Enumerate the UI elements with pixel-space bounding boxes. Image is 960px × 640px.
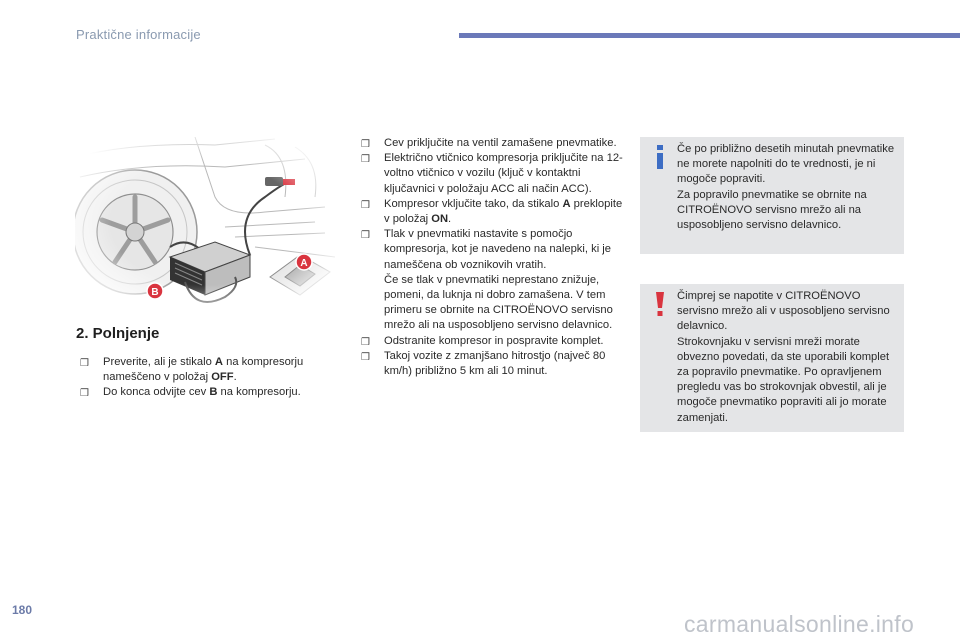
list-item: ❒ Kompresor vključite tako, da stikalo A preklopite v položaj ON. [361,197,623,226]
warning-exclamation-icon [654,292,666,316]
callout-a-label: A [300,258,308,269]
watermark: carmanualsonline.info [684,611,915,637]
info-box [640,137,904,254]
section-heading: 2. Polnjenje [76,325,160,342]
header-bar [459,33,960,38]
list-item: ❒ Preverite, ali je stikalo A na kompresorju nameščeno v položaj OFF. [80,356,304,384]
checkbox-bullet-icon: ❒ [361,230,370,242]
info-icon [654,145,666,169]
list-item: ❒ Odstranite kompresor in pospravite komplet. [361,334,623,349]
list-item: ❒ Do konca odvijte cev B na kompresorju. [80,385,330,400]
checkbox-bullet-icon: ❒ [80,388,89,400]
checkbox-bullet-icon: ❒ [80,358,89,369]
info-text: Če po približno desetih minutah pnevmatike ne morete napolniti do te vrednosti, je ni mogoče popraviti. Za popravilo pnevmatike se obrnite na CITROËNOVO servisno mrežo ali na usposobljeno servisno delavnico. [677,143,895,232]
middle-instructions [361,136,623,379]
compressor-illustration [75,137,335,309]
checkbox-bullet-icon: ❒ [361,154,370,166]
list-item: ❒ Cev priključite na ventil zamašene pnevmatike. [361,136,623,151]
list-item: ❒ Takoj vozite z zmanjšano hitrostjo (največ 80 km/h) približno 5 km ali 10 minut. [361,349,606,378]
warning-text: Čimprej se napotite v CITROËNOVO servisno mrežo ali v usposobljeno servisno delavnico. Strokovnjaku v servisni mreži morate obvezno povedati, da ste uporabili komplet za popravilo pnevmatike. Po opravljenem pregledu vas bo strokovnjak obvestil, ali je mogoče pnevmatiko popraviti ali jo morate zamenjati. [677,290,890,424]
warning-box [640,284,904,432]
checkbox-bullet-icon: ❒ [361,351,370,363]
left-instructions [80,355,330,401]
list-item: ❒ Tlak v pnevmatiki nastavite s pomočjo kompresorja, kot je navedeno na nalepki, ki je nameščena ob voznikovih vratih. Če se tlak v pnevmatiki neprestano znižuje, pomeni, da luknja ni dobro zamašena. V tem primeru se obrnite na CITROËNOVO servisno mrežo ali na usposobljeno servisno delavnico. [361,228,613,332]
callout-b-label: B [151,287,159,298]
checkbox-bullet-icon: ❒ [361,139,370,150]
list-item: ❒ Električno vtičnico kompresorja priključite na 12-voltno vtičnico v vozilu (ključ v kontaktni ključavnici v položaju ACC ali način ACC). [361,152,623,195]
checkbox-bullet-icon: ❒ [361,336,370,348]
checkbox-bullet-icon: ❒ [361,199,370,211]
page-number: 180 [12,603,33,617]
section-title: Praktične informacije [76,27,201,42]
